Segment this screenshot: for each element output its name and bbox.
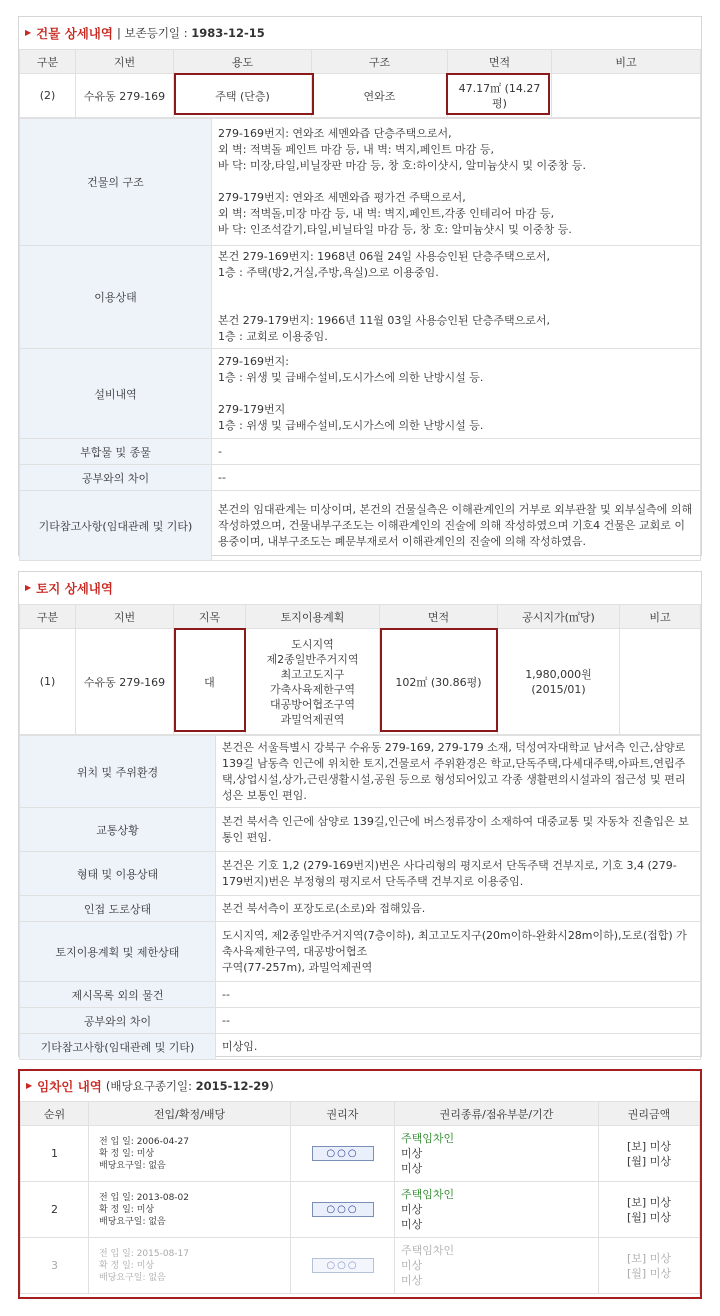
land-official-price: 1,980,000원 (2015/01): [498, 629, 620, 735]
tenant-amount: [보] 미상 [월] 미상: [599, 1182, 700, 1238]
land-note: [620, 629, 701, 735]
building-header-row: [20, 50, 701, 74]
col-header: 순위: [21, 1102, 89, 1126]
col-header: 용도: [174, 50, 312, 74]
land-section-header: [19, 572, 701, 604]
detail-text: -: [212, 439, 701, 465]
building-structure: 연와조: [312, 74, 448, 118]
tenant-section-header: [20, 1071, 700, 1101]
detail-row: [20, 1008, 701, 1034]
col-header: 비고: [552, 50, 701, 74]
holder-name-button[interactable]: ○○○: [312, 1202, 374, 1217]
building-table: [19, 49, 701, 118]
detail-label: 공부와의 차이: [20, 1008, 216, 1034]
tenant-dates: 전 입 일: 2006-04-27 확 정 일: 미상 배당요구일: 없음: [89, 1126, 291, 1182]
detail-row: [20, 349, 701, 439]
col-header: 비고: [620, 605, 701, 629]
detail-text: 279-169번지: 연와조 세멘와즙 단층주택으로서, 외 벽: 적벽돌 페인트 마감 등, 내 벽: 벽지,페인트 마감 등, 바 닥: 미장,타일,비닐장판 마감 등, 창 호:하이샷시, 알미늄샷시 및 이중창 등. 279-179번지: 연와조 세멘와즙 평가건 주택으로서, 외 벽: 적벽돌,미장 마감 등, 내 벽: 벽지,페인트,각종 인테리어 마감 등, 바 닥: 인조석갈기,타일,비닐타일 마감 등, 창 호: 알미늄샷시 및 이중창 등.: [212, 119, 701, 246]
tenant-table: [20, 1101, 700, 1294]
building-detail-table: [19, 118, 701, 561]
detail-label: 형태 및 이용상태: [20, 852, 216, 896]
tenant-rank: 3: [21, 1238, 89, 1294]
building-note: [552, 74, 701, 118]
tenant-right-type: 주택임차인 미상 미상: [395, 1182, 599, 1238]
col-header: 공시지가(㎡당): [498, 605, 620, 629]
detail-row: [20, 852, 701, 896]
holder-name-button[interactable]: ○○○: [312, 1146, 374, 1161]
detail-text: --: [212, 465, 701, 491]
col-header: 지번: [76, 50, 174, 74]
tenant-holder-cell: [291, 1182, 395, 1238]
land-header-row: [20, 605, 701, 629]
detail-text: 본건 279-169번지: 1968년 06월 24일 사용승인된 단층주택으로서, 1층 : 주택(방2,거실,주방,욕실)으로 이용중임. 본건 279-179번지: 1966년 11월 03일 사용승인된 단층주택으로서, 1층 : 교회로 이용중임.: [212, 246, 701, 349]
col-header: 토지이용계획: [246, 605, 380, 629]
detail-row: [20, 982, 701, 1008]
building-lot: 수유동 279-169: [76, 74, 174, 118]
tenant-section-title: 임차인 내역: [37, 1079, 102, 1094]
land-area: 102㎡ (30.86평): [380, 629, 498, 735]
tenant-row: [21, 1126, 700, 1182]
tenant-section: [18, 1069, 702, 1299]
land-detail-section: [18, 571, 702, 1057]
land-use-plan: 도시지역 제2종일반주거지역 최고고도지구 가축사육제한구역 대공방어협조구역 과밀억제권역: [246, 629, 380, 735]
detail-row: [20, 491, 701, 561]
detail-label: 부합물 및 종물: [20, 439, 212, 465]
tenant-holder-cell: [291, 1238, 395, 1294]
detail-row: [20, 439, 701, 465]
detail-label: 기타참고사항(임대관례 및 기타): [20, 491, 212, 561]
dividend-deadline: (배당요구종기일: 2015-12-29): [105, 1079, 274, 1093]
building-section-title: 건물 상세내역: [36, 26, 113, 41]
col-header: 구분: [20, 50, 76, 74]
tenant-dates: 전 입 일: 2015-08-17 확 정 일: 미상 배당요구일: 없음: [89, 1238, 291, 1294]
tenant-row: [21, 1238, 700, 1294]
detail-text: --: [216, 1008, 701, 1034]
detail-text: 본건은 기호 1,2 (279-169번지)번은 사다리형의 평지로서 단독주택 건부지로, 기호 3,4 (279-179번지)번은 부정형의 평지로서 단독주택 건부지로 이용중임.: [216, 852, 701, 896]
building-detail-section: [18, 16, 702, 556]
building-usage: 주택 (단층): [174, 74, 312, 118]
land-data-row: [20, 629, 701, 735]
triangle-bullet-icon: ▶: [25, 583, 32, 592]
holder-name-button[interactable]: ○○○: [312, 1258, 374, 1273]
tenant-amount: [보] 미상 [월] 미상: [599, 1126, 700, 1182]
detail-row: [20, 465, 701, 491]
land-detail-table: [19, 735, 701, 1060]
detail-label: 설비내역: [20, 349, 212, 439]
detail-label: 위치 및 주위환경: [20, 736, 216, 808]
building-section-header: [19, 17, 701, 49]
detail-text: 미상임.: [216, 1034, 701, 1060]
tenant-right-type: 주택임차인 미상 미상: [395, 1238, 599, 1294]
detail-text: 본건 북서측 인근에 삼양로 139길,인근에 버스정류장이 소재하여 대중교통 및 자동차 진출입은 보통인 편임.: [216, 808, 701, 852]
detail-text: 본건 북서측이 포장도로(소로)와 접해있음.: [216, 896, 701, 922]
detail-row: [20, 119, 701, 246]
tenant-dates: 전 입 일: 2013-08-02 확 정 일: 미상 배당요구일: 없음: [89, 1182, 291, 1238]
detail-row: [20, 246, 701, 349]
detail-text: 도시지역, 제2종일반주거지역(7층이하), 최고고도지구(20m이하-완화시28m이하),도로(접합) 가축사육제한구역, 대공방어협조 구역(77-257m), 과밀억제권역: [216, 922, 701, 982]
land-category: 대: [174, 629, 246, 735]
detail-label: 공부와의 차이: [20, 465, 212, 491]
land-lot: 수유동 279-169: [76, 629, 174, 735]
detail-label: 건물의 구조: [20, 119, 212, 246]
triangle-bullet-icon: ▶: [26, 1081, 33, 1090]
detail-label: 인접 도로상태: [20, 896, 216, 922]
building-data-row: [20, 74, 701, 118]
detail-label: 교통상황: [20, 808, 216, 852]
land-no: (1): [20, 629, 76, 735]
detail-row: [20, 1034, 701, 1060]
tenant-row: [21, 1182, 700, 1238]
col-header: 전입/확정/배당: [89, 1102, 291, 1126]
col-header: 지목: [174, 605, 246, 629]
detail-label: 이용상태: [20, 246, 212, 349]
tenant-right-type: 주택임차인 미상 미상: [395, 1126, 599, 1182]
building-area: 47.17㎡ (14.27평): [448, 74, 552, 118]
detail-text: 본건의 임대관계는 미상이며, 본건의 건물실측은 이해관계인의 거부로 외부관찰 및 외부실측에 의해 작성하였으며, 건물내부구조도는 이해관계인의 진술에 의해 작성하였으며 기호4 건물은 교회로 이용중이며, 내부구조도는 폐문부재로서 이해관계인의 진술에 의해 작성하였음.: [212, 491, 701, 561]
building-no: (2): [20, 74, 76, 118]
triangle-bullet-icon: ▶: [25, 28, 32, 37]
detail-label: 토지이용계획 및 제한상태: [20, 922, 216, 982]
tenant-rank: 1: [21, 1126, 89, 1182]
tenant-holder-cell: [291, 1126, 395, 1182]
building-preservation-date: | 보존등기일 : 1983-12-15: [116, 26, 265, 40]
land-table: [19, 604, 701, 735]
col-header: 권리금액: [599, 1102, 700, 1126]
detail-text: 본건은 서울특별시 강북구 수유동 279-169, 279-179 소재, 덕성여자대학교 남서측 인근,삼양로 139길 남동측 인근에 위치한 토지,건물로서 주위환경은 학교,단독주택,다세대주택,아파트,연립주택,상업시설,상가,근린생활시설,공원 등으로 형성되어있고 각종 생활편의시설과의 접근성 및 편리성은 보통인 편임.: [216, 736, 701, 808]
detail-text: --: [216, 982, 701, 1008]
col-header: 지번: [76, 605, 174, 629]
detail-label: 기타참고사항(임대관례 및 기타): [20, 1034, 216, 1060]
detail-text: 279-169번지: 1층 : 위생 및 급배수설비,도시가스에 의한 난방시설 등. 279-179번지 1층 : 위생 및 급배수설비,도시가스에 의한 난방시설 등.: [212, 349, 701, 439]
tenant-header-row: [21, 1102, 700, 1126]
detail-row: [20, 808, 701, 852]
detail-label: 제시목록 외의 물건: [20, 982, 216, 1008]
land-section-title: 토지 상세내역: [36, 581, 113, 596]
detail-row: [20, 922, 701, 982]
detail-row: [20, 736, 701, 808]
col-header: 면적: [448, 50, 552, 74]
col-header: 면적: [380, 605, 498, 629]
tenant-rank: 2: [21, 1182, 89, 1238]
tenant-amount: [보] 미상 [월] 미상: [599, 1238, 700, 1294]
col-header: 권리종류/점유부분/기간: [395, 1102, 599, 1126]
detail-row: [20, 896, 701, 922]
col-header: 권리자: [291, 1102, 395, 1126]
col-header: 구분: [20, 605, 76, 629]
col-header: 구조: [312, 50, 448, 74]
